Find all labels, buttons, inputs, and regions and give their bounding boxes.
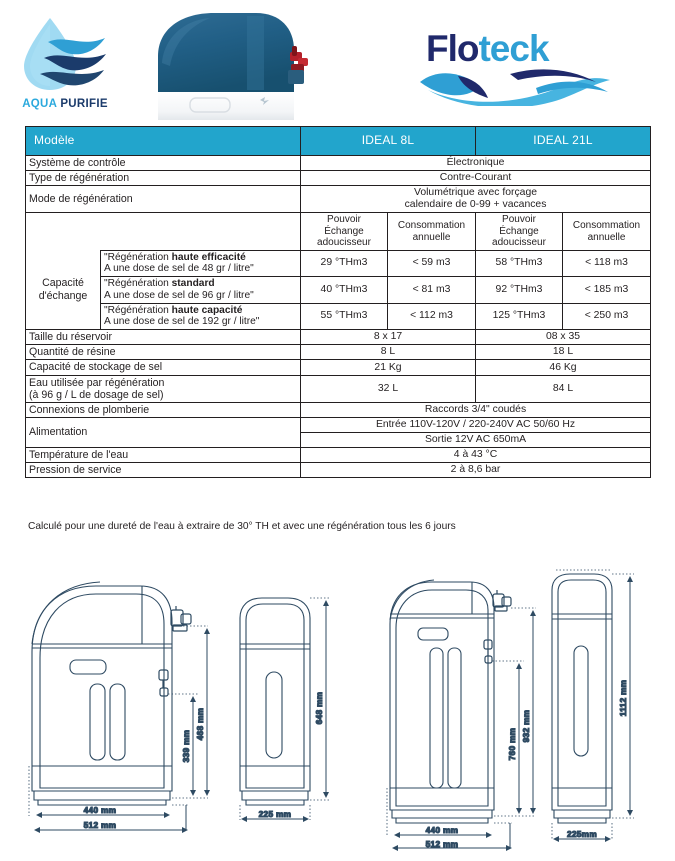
row-value-alimentation-entree: Entrée 110V-120V / 220-240V AC 50/60 Hz [301,418,651,433]
capacity-desc-2-pre: "Régénération [104,278,172,290]
aqua-purifie-logo [10,12,120,112]
capacity-3-conso-8l: < 112 m3 [388,303,476,329]
capacity-2-conso-21l: < 185 m3 [563,277,651,303]
specifications-table-container [25,126,650,478]
aqua-purifie-wordmark [10,98,120,110]
capacity-1-pouvoir-21l: 58 °THm3 [476,250,563,276]
dim-21l-side-height: 1112 mm [618,679,628,717]
page-header [0,0,675,122]
capacity-label-l2: d'échange [38,289,88,302]
water-softener-photo-illustration [152,8,337,122]
capacity-desc-2 [101,277,301,303]
floteck-word-flo: Flo [426,28,479,69]
technical-drawings [0,548,675,856]
dimension-drawings-svg [0,548,675,856]
capacity-3-pouvoir-8l: 55 °THm3 [301,303,388,329]
row-value-plomberie: Raccords 3/4" coudés [301,402,651,417]
row-label-sel: Capacité de stockage de sel [26,360,301,375]
dim-21l-width-inner: 440 mm [425,825,459,835]
sub-pouvoir-8l-l2: Échange [324,225,364,237]
table-row-capacity-1 [26,250,651,276]
row-label-resine: Quantité de résine [26,345,301,360]
dim-8l-side-depth: 225 mm [258,809,292,819]
drawing-8l-side-view [240,598,310,805]
row-label-pression: Pression de service [26,463,301,478]
row-value-pression: 2 à 8,6 bar [301,463,651,478]
sub-pouvoir-8l-l3: adoucisseur [317,237,371,249]
row-value-temperature: 4 à 43 °C [301,448,651,463]
sub-pouvoir-21l-l1: Pouvoir [502,214,536,226]
capacity-desc-2-line1 [104,278,297,290]
dim-21l-width-outer: 512 mm [425,839,459,849]
capacity-desc-1-line2: A une dose de sel de 48 gr / litre" [104,263,254,275]
capacity-desc-3 [101,303,301,329]
capacity-1-conso-8l: < 59 m3 [388,250,476,276]
table-row-type-regeneration [26,171,651,186]
table-row-alimentation-1 [26,418,651,433]
table-row-capacity-3 [26,303,651,329]
dim-21l-side-depth: 225mm [566,829,598,839]
row-label-type-regeneration: Type de régénération [26,171,301,186]
dim-21l-height-top: 932 mm [521,709,531,743]
capacity-desc-3-pre: "Régénération [104,304,172,316]
subheader-pouvoir-21l [476,213,563,251]
dim-8l-height-top: 468 mm [195,707,205,741]
drawing-21l-side-view [552,574,612,823]
header-ideal-8l: IDEAL 8L [301,127,476,156]
brand-word-aqua: AQUA [22,98,57,110]
table-row-controle [26,156,651,171]
row-value-resine-21l: 18 L [476,345,651,360]
table-row-taille-reservoir [26,330,651,345]
row-label-taille: Taille du réservoir [26,330,301,345]
subheader-spacer-2 [101,213,301,251]
capacity-desc-1-line1 [104,252,297,264]
table-row-quantite-resine [26,345,651,360]
brand-word-purifie: PURIFIE [60,98,108,110]
row-value-taille-21l: 08 x 35 [476,330,651,345]
row-label-eau-l2: (à 96 g / L de dosage de sel) [29,388,164,401]
drawing-21l-front-view [390,580,511,823]
table-row-plomberie [26,402,651,417]
capacity-desc-1 [101,250,301,276]
capacity-desc-3-bold: haute capacité [171,304,243,316]
row-value-resine-8l: 8 L [301,345,476,360]
capacity-2-pouvoir-21l: 92 °THm3 [476,277,563,303]
capacity-desc-3-line1 [104,305,297,317]
floteck-word-teck: teck [478,28,549,69]
sub-conso-8l-l2: annuelle [412,231,451,243]
row-label-alimentation: Alimentation [26,418,301,448]
table-row-temperature [26,448,651,463]
subheader-pouvoir-8l [301,213,388,251]
sub-pouvoir-21l-l3: adoucisseur [492,237,546,249]
table-subheader-row [26,213,651,251]
row-label-eau [26,375,301,402]
subheader-spacer-1 [26,213,101,251]
capacity-desc-3-line2: A une dose de sel de 192 gr / litre" [104,316,260,328]
product-photo [152,8,337,122]
capacity-3-pouvoir-21l: 125 °THm3 [476,303,563,329]
row-label-plomberie: Connexions de plomberie [26,402,301,417]
dim-8l-width-inner: 440 mm [83,805,117,815]
subheader-consommation-21l [563,213,651,251]
sub-conso-8l-l1: Consommation [397,220,466,231]
table-footnote: Calculé pour une dureté de l'eau à extraire de 30° TH et avec une régénération tous les 6 jours [28,521,456,532]
specifications-table [25,126,651,478]
capacity-label-l1: Capacité [42,277,84,290]
capacity-desc-2-line2: A une dose de sel de 96 gr / litre" [104,289,254,301]
sub-conso-21l-l2: annuelle [587,231,626,243]
dim-8l-width-outer: 512 mm [83,820,117,830]
row-value-type-regeneration: Contre-Courant [301,171,651,186]
row-label-eau-l1: Eau utilisée par régénération [29,376,165,389]
row-label-controle: Système de contrôle [26,156,301,171]
table-row-mode-regeneration [26,186,651,213]
capacity-desc-1-bold: haute efficacité [171,251,246,263]
sub-conso-21l-l1: Consommation [572,220,641,231]
row-value-mode-regeneration [301,186,651,213]
capacity-2-conso-8l: < 81 m3 [388,277,476,303]
capacity-label [26,250,101,329]
row-value-alimentation-sortie: Sortie 12V AC 650mA [301,433,651,448]
capacity-1-pouvoir-8l: 29 °THm3 [301,250,388,276]
capacity-1-conso-21l: < 118 m3 [563,250,651,276]
floteck-wave-icon [418,60,613,106]
capacity-desc-1-pre: "Régénération [104,251,172,263]
row-value-taille-8l: 8 x 17 [301,330,476,345]
dim-21l-height-valve: 760 mm [507,727,517,761]
subheader-consommation-8l [388,213,476,251]
floteck-logo [418,22,613,106]
header-model-label: Modèle [26,127,301,156]
sub-pouvoir-8l-l1: Pouvoir [327,214,361,226]
mode-regeneration-line-2: calendaire de 0-99 + vacances [404,199,547,211]
table-row-capacity-2 [26,277,651,303]
row-label-mode-regeneration: Mode de régénération [26,186,301,213]
table-row-eau-regeneration [26,375,651,402]
table-header-row [26,127,651,156]
row-value-sel-21l: 46 Kg [476,360,651,375]
row-value-sel-8l: 21 Kg [301,360,476,375]
row-label-temperature: Température de l'eau [26,448,301,463]
dim-8l-side-height: 648 mm [314,691,324,725]
drawing-8l-front-view [32,582,191,805]
row-value-eau-21l: 84 L [476,375,651,402]
header-ideal-21l: IDEAL 21L [476,127,651,156]
row-value-controle: Électronique [301,156,651,171]
capacity-desc-2-bold: standard [171,278,215,290]
sub-pouvoir-21l-l2: Échange [499,225,539,237]
dim-8l-height-valve: 339 mm [181,729,191,763]
water-drop-waves-icon [10,12,120,100]
mode-regeneration-line-1: Volumétrique avec forçage [413,187,538,199]
table-row-stockage-sel [26,360,651,375]
capacity-3-conso-21l: < 250 m3 [563,303,651,329]
capacity-2-pouvoir-8l: 40 °THm3 [301,277,388,303]
table-row-pression [26,463,651,478]
row-value-eau-8l: 32 L [301,375,476,402]
